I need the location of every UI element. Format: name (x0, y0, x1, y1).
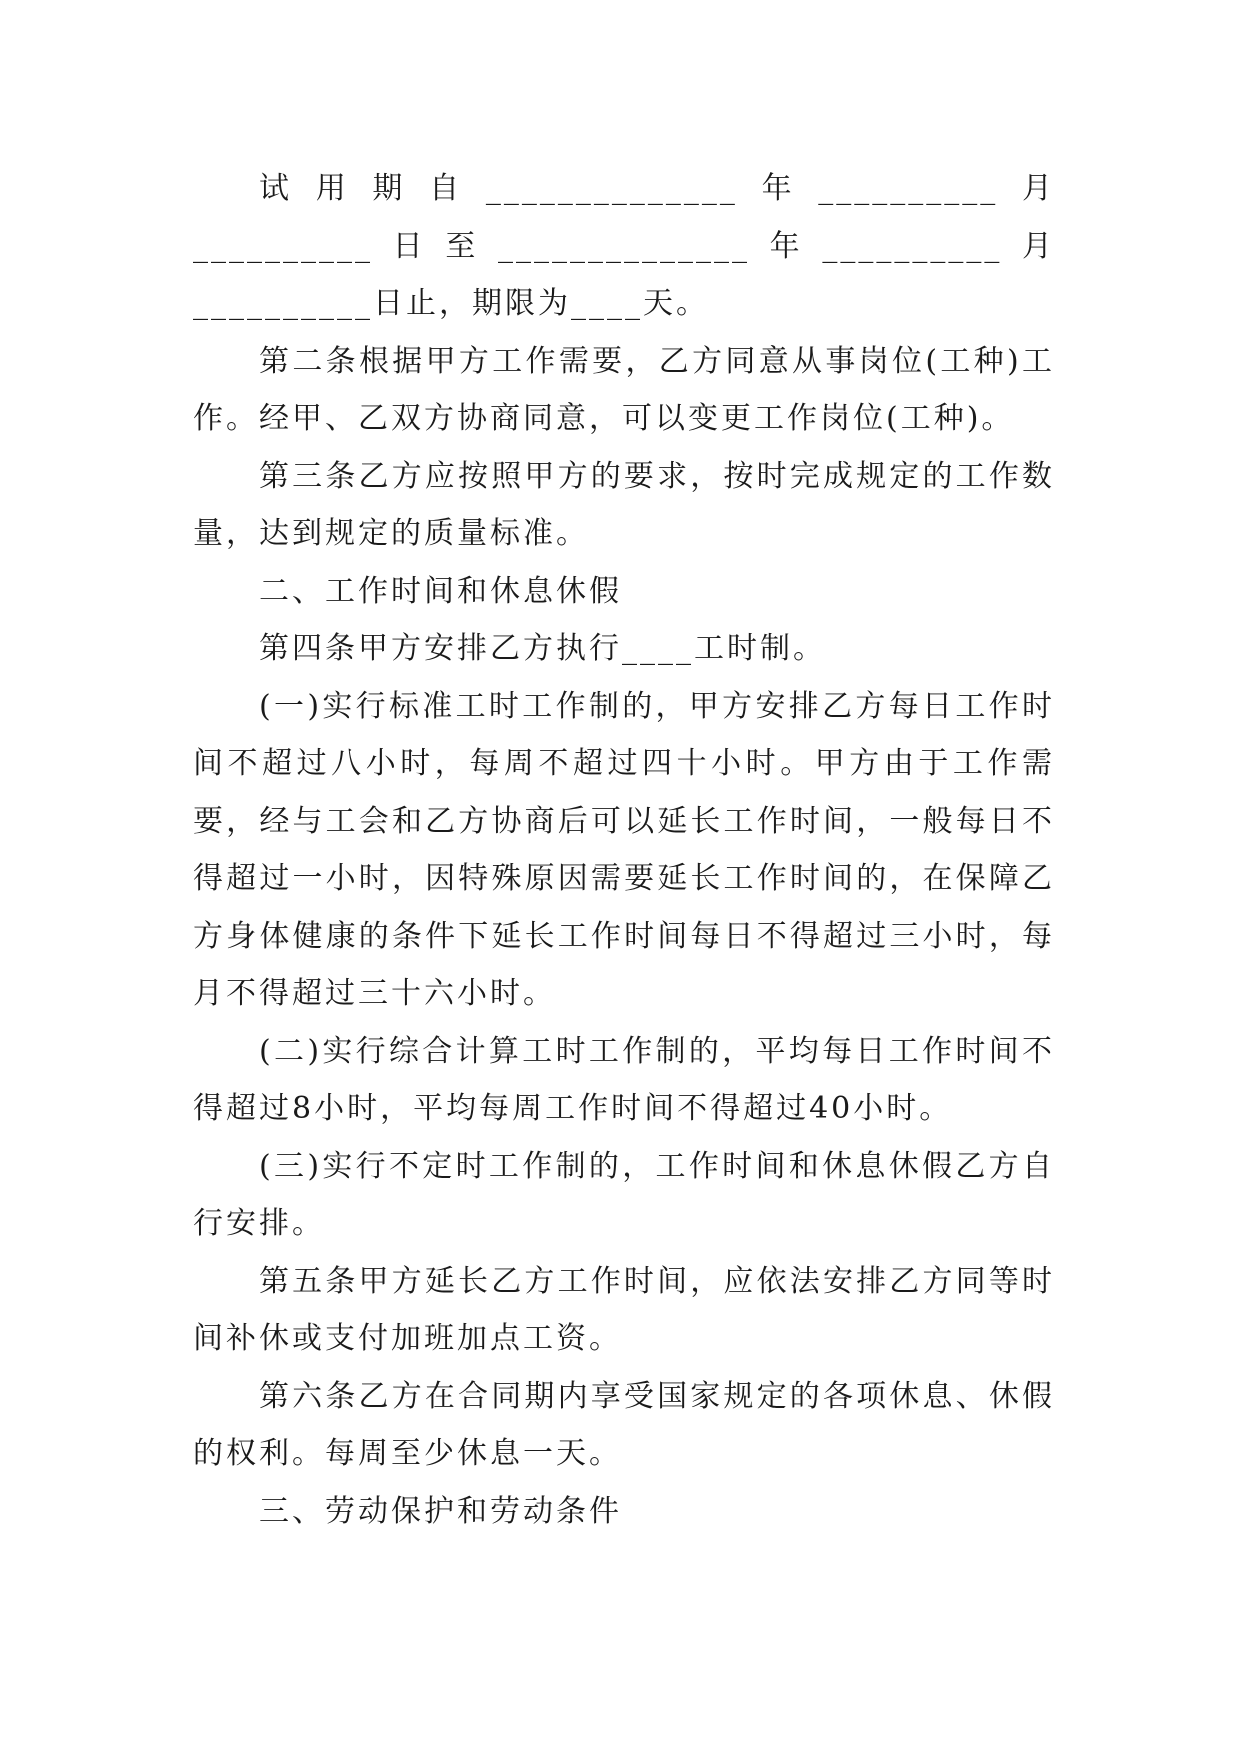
article-3-paragraph: 第三条乙方应按照甲方的要求，按时完成规定的工作数量，达到规定的质量标准。 (193, 458, 1055, 551)
section-3-heading: 三、劳动保护和劳动条件 (259, 1493, 622, 1529)
section-2-heading: 二、工作时间和休息休假 (259, 573, 622, 609)
article-6-paragraph: 第六条乙方在合同期内享受国家规定的各项休息、休假的权利。每周至少休息一天。 (193, 1378, 1055, 1471)
standard-hours-paragraph: (一)实行标准工时工作制的，甲方安排乙方每日工作时间不超过八小时，每周不超过四十小时。甲方由于工作需要，经与工会和乙方协商后可以延长工作时间，一般每日不得超过一小时，因特殊原因需要延长工作时间的，在保障乙方身体健康的条件下延长工作时间每日不得超过三小时，每月不得超过三十六小时。 (193, 688, 1055, 1011)
article-5-paragraph: 第五条甲方延长乙方工作时间，应依法安排乙方同等时间补休或支付加班加点工资。 (193, 1263, 1055, 1356)
comprehensive-hours-paragraph: (二)实行综合计算工时工作制的，平均每日工作时间不得超过8小时，平均每周工作时间不得超过40小时。 (193, 1033, 1055, 1126)
document-page (193, 160, 1055, 1540)
probation-period-paragraph: 试用期自______________年__________月__________日至______________年__________月__________日止，期限为____天。 (193, 171, 1055, 321)
flexible-hours-paragraph: (三)实行不定时工作制的，工作时间和休息休假乙方自行安排。 (193, 1148, 1055, 1241)
article-2-paragraph: 第二条根据甲方工作需要，乙方同意从事岗位(工种)工作。经甲、乙双方协商同意，可以变更工作岗位(工种)。 (193, 343, 1055, 436)
article-4-paragraph: 第四条甲方安排乙方执行____工时制。 (259, 631, 826, 666)
